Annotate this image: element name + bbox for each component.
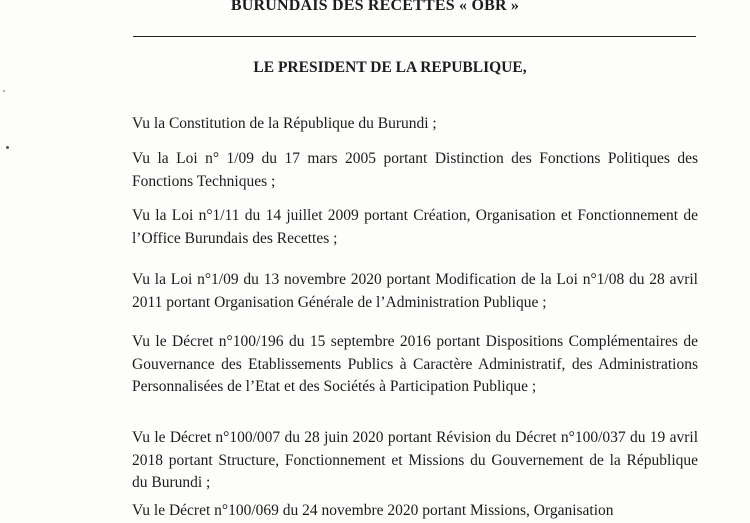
scan-speck	[3, 90, 5, 92]
paragraph-decret-2020-novembre: Vu le Décret n°100/069 du 24 novembre 2020 portant Missions, Organisation	[132, 502, 614, 519]
paragraph-loi-2005: Vu la Loi n° 1/09 du 17 mars 2005 portant Distinction des Fonctions Politiques des Fonctions Techniques ;	[132, 150, 698, 190]
paragraph-loi-2020: Vu la Loi n°1/09 du 13 novembre 2020 portant Modification de la Loi n°1/08 du 28 avril 2011 portant Organisation Générale de l’Administration Publique ;	[132, 271, 698, 311]
paragraph-constitution: Vu la Constitution de la République du Burundi ;	[132, 115, 437, 132]
header-divider	[133, 36, 696, 37]
president-heading: LE PRESIDENT DE LA REPUBLIQUE,	[253, 59, 527, 76]
scan-speck	[6, 146, 9, 149]
document-header-title: BURUNDAIS DES RECETTES « OBR »	[230, 0, 520, 14]
paragraph-decret-2016: Vu le Décret n°100/196 du 15 septembre 2016 portant Dispositions Complémentaires de Gouvernance des Etablissements Publics à Caractère Administratif, des Administrations Personnalisées de l’Etat et des Sociétés à Participation Publique ;	[132, 333, 698, 395]
paragraph-loi-2009: Vu la Loi n°1/11 du 14 juillet 2009 portant Création, Organisation et Fonctionnement de l’Office Burundais des Recettes ;	[132, 207, 698, 247]
paragraph-decret-2020-juin: Vu le Décret n°100/007 du 28 juin 2020 portant Révision du Décret n°100/037 du 19 avril 2018 portant Structure, Fonctionnement et Missions du Gouvernement de la République du Burundi ;	[132, 429, 698, 491]
